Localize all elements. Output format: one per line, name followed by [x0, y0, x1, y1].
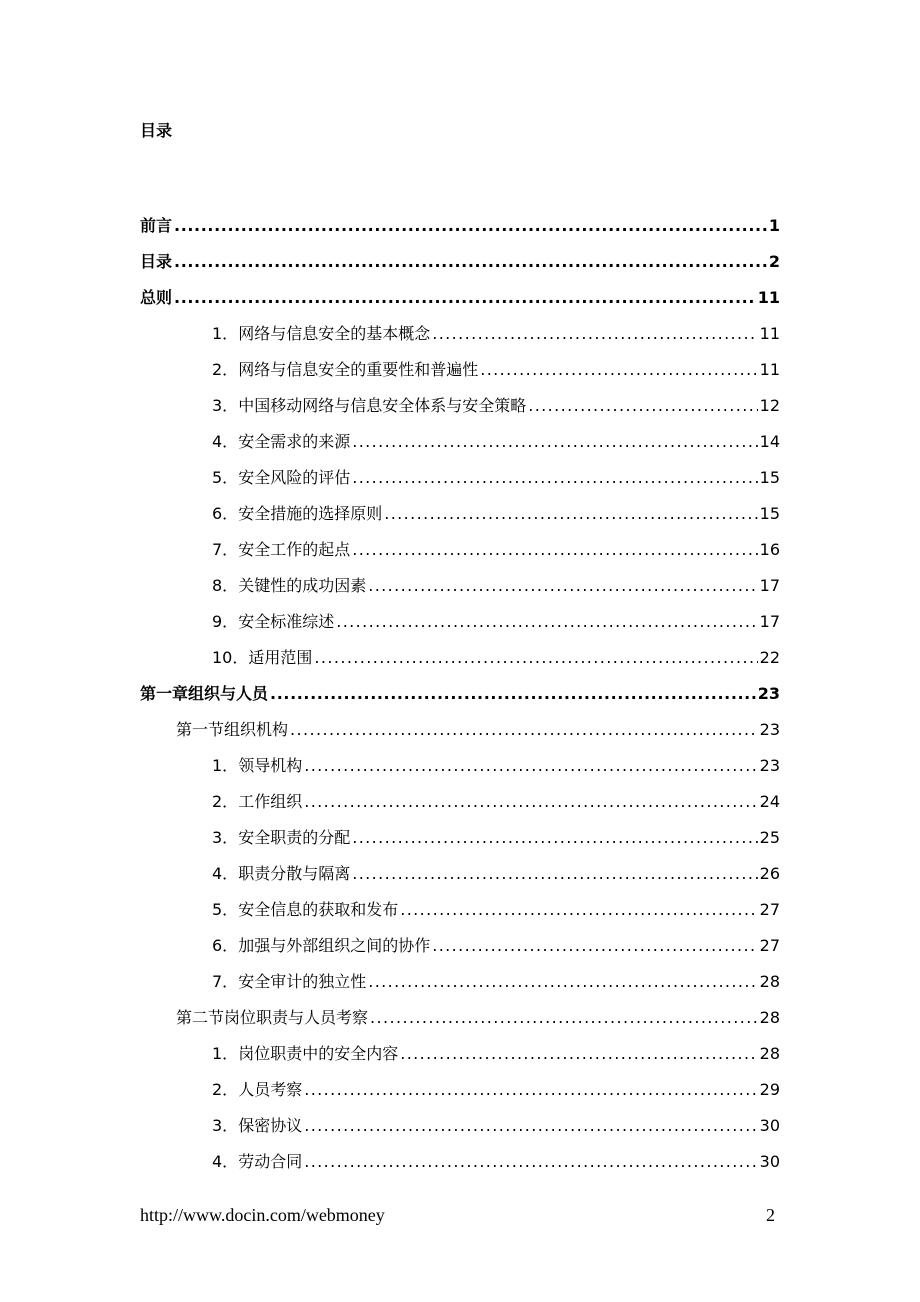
toc-entry-title: 安全措施的选择原则	[238, 504, 383, 523]
toc-entry-page: 11	[759, 360, 780, 379]
footer-page-number: 2	[766, 1205, 775, 1225]
toc-entry-page: 1	[768, 216, 780, 235]
toc-entry[interactable]	[0, 1040, 780, 1068]
toc-entry-number: 第一章	[140, 684, 189, 703]
toc-leader	[368, 572, 757, 600]
toc-entry-title: 岗位职责与人员考察	[224, 1008, 369, 1027]
toc-entry-title: 保密协议	[238, 1116, 303, 1135]
toc-entry-page: 24	[759, 792, 780, 811]
toc-leader	[352, 428, 757, 456]
toc-entry[interactable]	[0, 248, 780, 276]
toc-entry-page: 11	[759, 324, 780, 343]
toc-entry[interactable]	[0, 212, 780, 240]
toc-leader	[352, 536, 757, 564]
toc-entry-page: 22	[759, 648, 780, 667]
toc-entry[interactable]	[0, 1148, 780, 1176]
toc-entry-page: 28	[759, 1008, 780, 1027]
toc-entry-title: 目录	[140, 252, 173, 271]
toc-section-entry[interactable]	[0, 716, 780, 744]
toc-entry-number: 5．	[212, 900, 239, 919]
toc-entry-title: 领导机构	[238, 756, 303, 775]
toc-entry-number: 4．	[212, 1152, 239, 1171]
toc-entry-title: 安全审计的独立性	[238, 972, 367, 991]
toc-entry-number: 2．	[212, 1080, 239, 1099]
toc-leader	[352, 860, 757, 888]
toc-entry-page: 17	[759, 612, 780, 631]
toc-entry-title: 劳动合同	[238, 1152, 303, 1171]
toc-leader	[352, 824, 757, 852]
toc-entry[interactable]	[0, 752, 780, 780]
toc-entry-number: 7．	[212, 540, 239, 559]
toc-leader	[400, 896, 757, 924]
toc-entry-page: 11	[757, 288, 780, 307]
toc-entry[interactable]	[0, 1076, 780, 1104]
toc-entry-page: 2	[768, 252, 780, 271]
toc-entry[interactable]	[0, 284, 780, 312]
toc-leader	[370, 1004, 758, 1032]
toc-entry-number: 9．	[212, 612, 239, 631]
toc-entry-number: 3．	[212, 396, 239, 415]
toc-entry-title: 安全职责的分配	[238, 828, 351, 847]
toc-leader	[304, 1076, 757, 1104]
toc-entry-number: 5．	[212, 468, 239, 487]
toc-entry[interactable]	[0, 824, 780, 852]
toc-entry-title: 安全风险的评估	[238, 468, 351, 487]
footer-url[interactable]: http://www.docin.com/webmoney	[140, 1205, 385, 1225]
toc-leader	[528, 392, 757, 420]
toc-entry[interactable]	[0, 536, 780, 564]
toc-entry-page: 17	[759, 576, 780, 595]
toc-leader	[290, 716, 758, 744]
toc-entry-title: 适用范围	[248, 648, 313, 667]
toc-entry-title: 安全工作的起点	[238, 540, 351, 559]
toc-leader	[174, 284, 756, 312]
toc-entry-number: 3．	[212, 1116, 239, 1135]
toc-entry-page: 23	[757, 684, 780, 703]
toc-leader	[480, 356, 757, 384]
toc-entry[interactable]	[0, 356, 780, 384]
toc-entry-page: 27	[759, 900, 780, 919]
toc-entry-page: 30	[759, 1152, 780, 1171]
toc-entry[interactable]	[0, 464, 780, 492]
toc-entry-number: 6．	[212, 936, 239, 955]
toc-entry-number: 1．	[212, 756, 239, 775]
toc-entry-page: 30	[759, 1116, 780, 1135]
toc-section-entry[interactable]	[0, 1004, 780, 1032]
toc-entry-number: 10．	[212, 648, 249, 667]
toc-entry-number: 6．	[212, 504, 239, 523]
toc-entry-number: 第二节	[176, 1008, 225, 1027]
toc-leader	[174, 248, 767, 276]
toc-entry-page: 23	[759, 720, 780, 739]
toc-entry[interactable]	[0, 968, 780, 996]
toc-leader	[314, 644, 757, 672]
toc-entry-title: 加强与外部组织之间的协作	[238, 936, 431, 955]
toc-entry-title: 网络与信息安全的基本概念	[238, 324, 431, 343]
toc-leader	[304, 788, 757, 816]
toc-entry-title: 总则	[140, 288, 173, 307]
toc-entry-page: 29	[759, 1080, 780, 1099]
toc-entry[interactable]	[0, 500, 780, 528]
toc-leader	[368, 968, 757, 996]
toc-leader	[352, 464, 757, 492]
toc-entry-title: 组织与人员	[188, 684, 269, 703]
toc-leader	[270, 680, 756, 708]
toc-leader	[432, 932, 757, 960]
toc-entry[interactable]	[0, 788, 780, 816]
toc-entry-title: 关键性的成功因素	[238, 576, 367, 595]
toc-entry-title: 工作组织	[238, 792, 303, 811]
toc-entry-title: 组织机构	[224, 720, 289, 739]
toc-entry-page: 26	[759, 864, 780, 883]
page-title: 目录	[140, 121, 173, 140]
toc-entry-title: 中国移动网络与信息安全体系与安全策略	[238, 396, 527, 415]
toc-entry[interactable]	[0, 320, 780, 348]
toc-leader	[304, 752, 757, 780]
toc-entry-page: 25	[759, 828, 780, 847]
toc-entry-page: 27	[759, 936, 780, 955]
toc-entry-page: 16	[759, 540, 780, 559]
toc-entry-number: 1．	[212, 324, 239, 343]
toc-leader	[384, 500, 757, 528]
toc-entry[interactable]	[0, 932, 780, 960]
toc-entry-number: 4．	[212, 864, 239, 883]
toc-entry-number: 3．	[212, 828, 239, 847]
toc-entry-page: 15	[759, 504, 780, 523]
toc-leader	[304, 1112, 757, 1140]
toc-entry-number: 第一节	[176, 720, 225, 739]
toc-entry-number: 2．	[212, 360, 239, 379]
toc-entry-title: 安全标准综述	[238, 612, 335, 631]
toc-entry[interactable]	[0, 1112, 780, 1140]
toc-leader	[400, 1040, 757, 1068]
toc-entry-title: 安全信息的获取和发布	[238, 900, 399, 919]
toc-entry-title: 前言	[140, 216, 173, 235]
toc-entry[interactable]	[0, 608, 780, 636]
toc-entry[interactable]	[0, 860, 780, 888]
toc-entry[interactable]	[0, 896, 780, 924]
toc-entry-title: 人员考察	[238, 1080, 303, 1099]
toc-entry-title: 岗位职责中的安全内容	[238, 1044, 399, 1063]
toc-entry-title: 安全需求的来源	[238, 432, 351, 451]
toc-entry-number: 7．	[212, 972, 239, 991]
toc-leader	[336, 608, 757, 636]
toc-entry[interactable]	[0, 644, 780, 672]
toc-entry-number: 4．	[212, 432, 239, 451]
toc-chapter-entry[interactable]	[0, 680, 780, 708]
toc-entry-page: 28	[759, 972, 780, 991]
toc-entry-title: 职责分散与隔离	[238, 864, 351, 883]
toc-entry[interactable]	[0, 428, 780, 456]
toc-entry-page: 15	[759, 468, 780, 487]
toc-entry[interactable]	[0, 392, 780, 420]
toc-entry-number: 2．	[212, 792, 239, 811]
toc-entry-number: 8．	[212, 576, 239, 595]
toc-entry-page: 23	[759, 756, 780, 775]
toc-entry-number: 1．	[212, 1044, 239, 1063]
toc-entry-page: 28	[759, 1044, 780, 1063]
toc-entry-title: 网络与信息安全的重要性和普遍性	[238, 360, 479, 379]
toc-leader	[304, 1148, 757, 1176]
toc-entry[interactable]	[0, 572, 780, 600]
toc-leader	[174, 212, 767, 240]
toc-entry-page: 14	[759, 432, 780, 451]
toc-leader	[432, 320, 757, 348]
toc-entry-page: 12	[759, 396, 780, 415]
